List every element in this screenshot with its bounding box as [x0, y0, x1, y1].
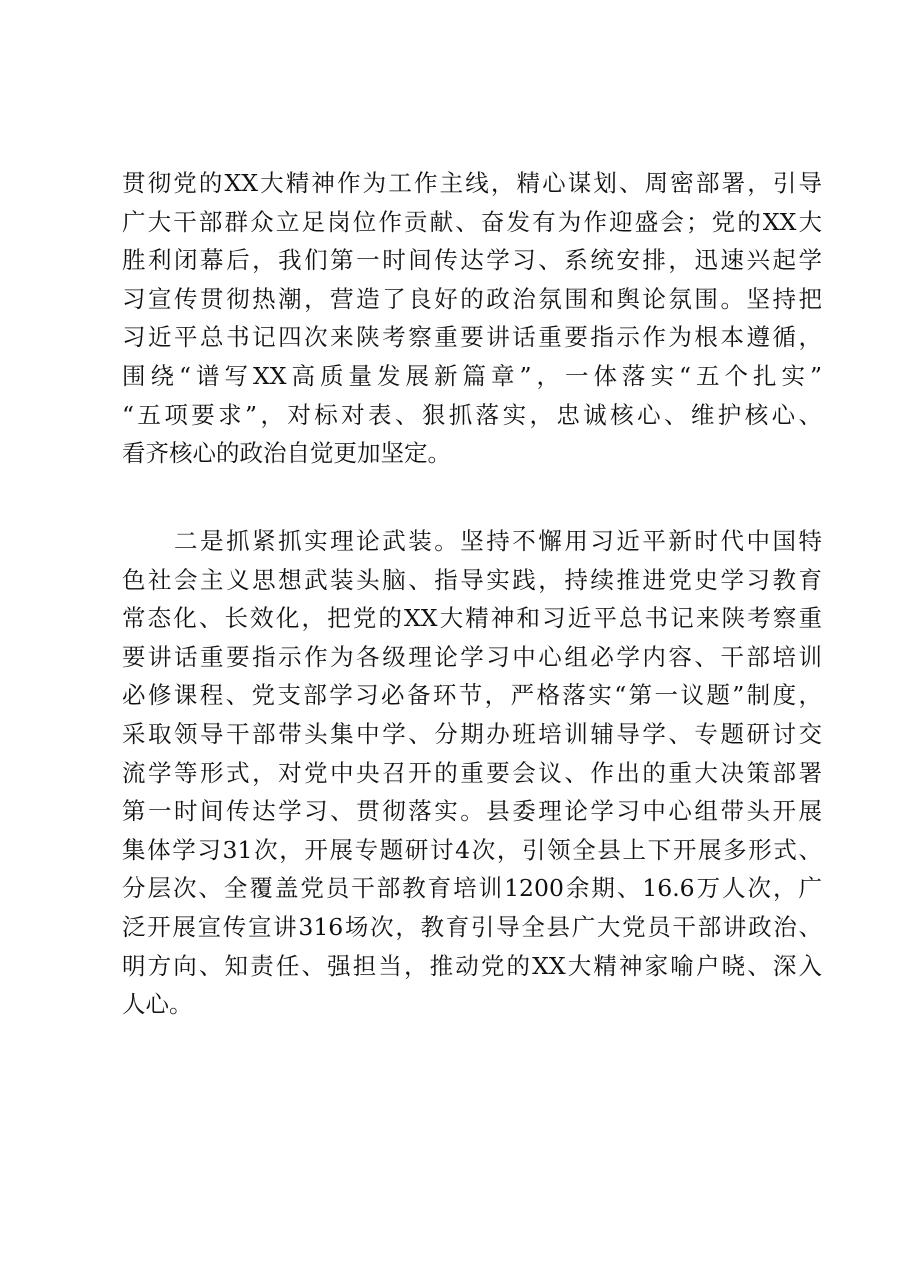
paragraph-line: 流学等形式，对党中央召开的重要会议、作出的重大决策部署: [122, 758, 822, 787]
paragraph-line: 看齐核心的政治自觉更加坚定。: [122, 439, 451, 468]
paragraph-line: 第一时间传达学习、贯彻落实。县委理论学习中心组带头开展: [122, 797, 822, 826]
paragraph-line: 采取领导干部带头集中学、分期办班培训辅导学、专题研讨交: [122, 719, 822, 748]
paragraph-2: [122, 522, 822, 1024]
paragraph-line: 贯彻党的XX大精神作为工作主线，精心谋划、周密部署，引导: [122, 169, 822, 197]
paragraph-line: 必修课程、党支部学习必备环节，严格落实“第一议题”制度，: [122, 681, 822, 710]
paragraph-line: 集体学习31次，开展专题研讨4次，引领全县上下开展多形式、: [122, 835, 822, 864]
paragraph-line: 明方向、知责任、强担当，推动党的XX大精神家喻户晓、深入: [122, 951, 822, 980]
paragraph-line: 习近平总书记四次来陕考察重要讲话重要指示作为根本遵循，: [122, 323, 822, 352]
paragraph-line: 广大干部群众立足岗位作贡献、奋发有为作迎盛会；党的XX大: [122, 207, 822, 236]
paragraph-line: 泛开展宣传宣讲316场次，教育引导全县广大党员干部讲政治、: [122, 912, 822, 941]
paragraph-line: 色社会主义思想武装头脑、指导实践，持续推进党史学习教育: [122, 565, 822, 594]
paragraph-line: 围绕“谱写XX高质量发展新篇章”，一体落实“五个扎实”: [122, 361, 822, 390]
paragraph-line: 二是抓紧抓实理论武装。坚持不懈用习近平新时代中国特: [122, 527, 822, 555]
paragraph-1: [122, 164, 822, 473]
paragraph-line: 要讲话重要指示作为各级理论学习中心组必学内容、干部培训: [122, 642, 822, 671]
paragraph-line: 人心。: [122, 990, 193, 1019]
paragraph-line: 胜利闭幕后，我们第一时间传达学习、系统安排，迅速兴起学: [122, 246, 822, 275]
paragraph-line: 分层次、全覆盖党员干部教育培训1200余期、16.6万人次，广: [122, 874, 822, 903]
paragraph-line: “五项要求”，对标对表、狠抓落实，忠诚核心、维护核心、: [122, 400, 822, 429]
paragraph-line: 常态化、长效化，把党的XX大精神和习近平总书记来陕考察重: [122, 604, 822, 633]
paragraph-line: 习宣传贯彻热潮，营造了良好的政治氛围和舆论氛围。坚持把: [122, 284, 822, 313]
